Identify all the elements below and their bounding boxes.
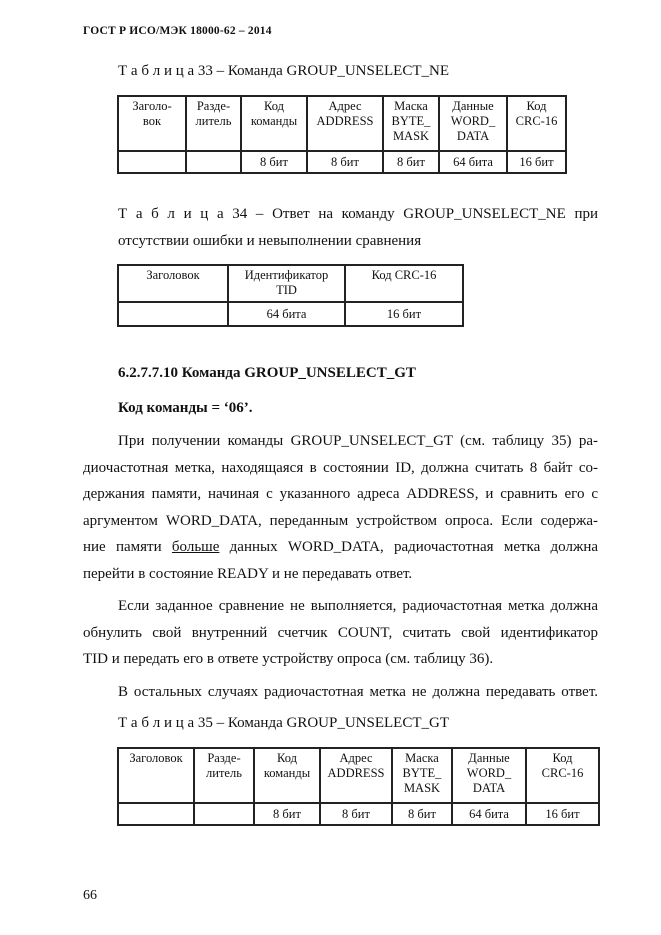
table-33-caption-title: 33 – Команда GROUP_UNSELECT_NE [194, 63, 449, 79]
table-33-header-cell [507, 96, 566, 151]
table-35 [117, 747, 600, 826]
table-35-header-row [118, 748, 599, 803]
header-text: Заголовок [146, 268, 200, 282]
table-35-header-cell [118, 748, 194, 803]
table-35-cell [194, 803, 254, 825]
document-header: ГОСТ Р ИСО/МЭК 18000-62 – 2014 [83, 25, 272, 37]
table-33 [117, 95, 567, 174]
para-1-line-4: аргументом WORD_DATA, переданным устройством опроса. Если содержа- [83, 513, 598, 529]
table-33-cell: 8 бит [307, 151, 383, 173]
header-text: Маска BYTE_ MASK [402, 751, 442, 795]
table-35-cell: 8 бит [320, 803, 392, 825]
table-35-header-cell [254, 748, 320, 803]
page-number: 66 [83, 888, 97, 903]
table-35-header-cell [452, 748, 526, 803]
table-35-data-row [118, 803, 599, 825]
para-1-line-6: перейти в состояние READY и не передавать ответ. [83, 566, 413, 582]
table-33-header-cell [307, 96, 383, 151]
para-2-line-1: Если заданное сравнение не выполняется, радиочастотная метка должна [118, 598, 598, 614]
header-text: Код CRC-16 [515, 99, 558, 128]
table-33-cell [186, 151, 241, 173]
table-33-cell [118, 151, 186, 173]
command-code: Код команды = ‘06’. [118, 400, 253, 416]
header-text: Заголовок [129, 751, 183, 765]
table-34-header-cell [228, 265, 345, 302]
table-33-cell: 64 бита [439, 151, 507, 173]
header-text: Данные WORD_ DATA [466, 751, 512, 795]
para-1-line-2: диочастотная метка, находящаяся в состоянии ID, должна считать 8 байт со- [83, 460, 598, 476]
table-35-caption-prefix: Т а б л и ц а [118, 715, 195, 731]
table-34-cell: 16 бит [345, 302, 463, 326]
table-35-cell: 16 бит [526, 803, 599, 825]
table-33-data-row [118, 151, 566, 173]
table-35-cell [118, 803, 194, 825]
para-1-line-1: При получении команды GROUP_UNSELECT_GT (см. таблицу 35) ра- [118, 433, 598, 449]
text-fragment: ние памяти [83, 539, 172, 555]
table-34-header-row [118, 265, 463, 302]
para-1-line-5 [83, 534, 598, 561]
header-text: Данные WORD_ DATA [450, 99, 496, 143]
para-3: В остальных случаях радиочастотная метка не должна передавать ответ. [118, 684, 598, 700]
table-34-data-row [118, 302, 463, 326]
table-33-header-cell [118, 96, 186, 151]
table-33-caption [118, 63, 449, 80]
table-34-cell [118, 302, 228, 326]
table-35-caption-title: 35 – Команда GROUP_UNSELECT_GT [194, 715, 449, 731]
table-35-header-cell [526, 748, 599, 803]
table-35-cell: 8 бит [392, 803, 452, 825]
table-34-header-cell [118, 265, 228, 302]
para-2-line-3: TID и передать его в ответе устройству опроса (см. таблицу 36). [83, 651, 494, 667]
table-33-cell: 8 бит [383, 151, 439, 173]
table-34 [117, 264, 464, 327]
table-33-caption-prefix: Т а б л и ц а [118, 63, 195, 79]
para-2-line-2: обнулить свой внутренний счетчик COUNT, считать свой идентификатор [83, 625, 598, 641]
table-35-header-cell [392, 748, 452, 803]
header-text: Адрес ADDRESS [327, 751, 385, 780]
header-text: Заголо- вок [132, 99, 172, 128]
table-34-cell: 64 бита [228, 302, 345, 326]
table-33-cell: 16 бит [507, 151, 566, 173]
table-33-header-cell [383, 96, 439, 151]
table-35-caption [118, 715, 449, 732]
section-heading: 6.2.7.7.10 Команда GROUP_UNSELECT_GT [118, 365, 416, 381]
table-35-cell: 64 бита [452, 803, 526, 825]
header-text: Код CRC-16 [371, 268, 437, 282]
table-33-cell: 8 бит [241, 151, 307, 173]
table-35-cell: 8 бит [254, 803, 320, 825]
table-33-header-cell [186, 96, 241, 151]
table-34-header-cell [345, 265, 463, 302]
header-text: Разде- литель [206, 751, 242, 780]
header-text: Маска BYTE_ MASK [391, 99, 431, 143]
header-text: Разде- литель [195, 99, 232, 128]
table-35-header-cell [320, 748, 392, 803]
table-33-header-cell [439, 96, 507, 151]
header-text: Код команды [263, 751, 311, 780]
table-34-caption-line-2: отсутствии ошибки и невыполнении сравнения [118, 233, 422, 249]
table-34-caption-line-1: Т а б л и ц а 34 – Ответ на команду GROUP_UNSELECT_NE при [118, 206, 598, 222]
header-text: Код CRC-16 [541, 751, 584, 780]
header-text: Идентификатор TID [244, 268, 329, 297]
header-text: Адрес ADDRESS [316, 99, 374, 128]
table-35-header-cell [194, 748, 254, 803]
underlined-word: больше [171, 539, 220, 555]
text-fragment: данных WORD_DATA, радиочастотная метка должна [219, 539, 599, 555]
para-1-line-3: держания памяти, начиная с указанного адреса ADDRESS, и сравнить его с [83, 486, 598, 502]
table-33-header-cell [241, 96, 307, 151]
table-33-header-row [118, 96, 566, 151]
header-text: Код команды [250, 99, 298, 128]
